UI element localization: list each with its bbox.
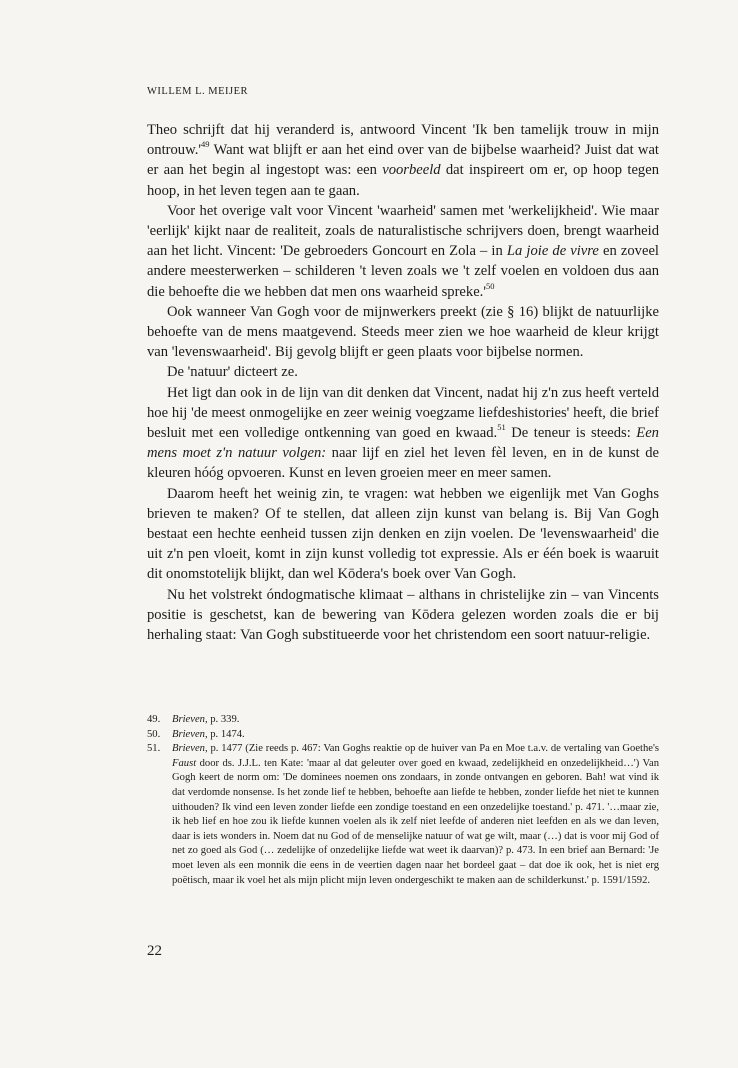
text-run: Daarom heeft het weinig zin, te vragen: wat hebben we eigenlijk met Van Goghs brieven te maken? Of te stellen, dat alleen zijn kunst van belang is. Bij Van Gogh bestaat een hechte eenheid tussen zijn denken en zijn voelen. De 'levenswaarheid' die uit z'n pen vloeit, komt in zijn kunst volledig tot expressie. Als er één boek is waaruit dit onomstotelijk blijkt, dan wel Kōdera's boek over Van Gogh. — [147, 485, 659, 583]
italic-text: Brieven — [172, 728, 205, 740]
italic-text: Faust — [172, 757, 197, 769]
footnote-number: 49. — [147, 714, 161, 725]
text-run: Ook wanneer Van Gogh voor de mijnwerkers preekt (zie § 16) blijkt de natuurlijke behoefte van de mens maatgevend. Steeds meer zien we hoe waarheid de kleur krijgt van 'levenswaarheid'. Bij gevolg blijft er geen plaats voor bijbelse normen. — [147, 303, 659, 361]
text-run: Nu het volstrekt óndogmatische klimaat – althans in christelijke zin – van Vincents positie is geschetst, kan de bewering van Kōdera gelezen worden zoals die er bij herhaling staat: Van Gogh substitueerde voor het christendom een soort natuur-religie. — [147, 586, 659, 644]
body-text — [147, 120, 659, 645]
text-run: Theo schrijft dat hij veranderd is, antwoord Vincent 'Ik ben tamelijk trouw in mijn ontrouw.' — [147, 122, 659, 159]
text-run: De 'natuur' dicteert ze. — [167, 364, 298, 381]
footnote-49 — [147, 713, 659, 728]
paragraph-p1 — [147, 120, 659, 201]
footnote-50 — [147, 728, 659, 743]
italic-text: La joie de vivre — [506, 243, 599, 260]
text-run: De teneur is steeds: — [505, 425, 637, 442]
text-run: , p. 1477 (Zie reeds p. 467: Van Goghs reaktie op de huiver van Pa en Moe t.a.v. de vertaling van Goethe's — [204, 743, 659, 755]
text-run: door ds. J.J.L. ten Kate: 'maar al dat geleuter over goed en kwaad, zedelijkheid en onzedelijkheid…') Van Gogh keert de norm om: 'De dominees noemen ons zondaars, in zonde ontvangen en geboren. Bah! wat vind ik dat verdomde nonsense. Is het zonde lief te hebben, behoefte aan liefde te hebben, zonder liefde het niet te kunnen uithouden? Ik vind een leven zonder liefde een zondige toestand en een onzedelijke toestand.' p. 471. '…maar zie, ik heb lief en hoe zou ik liefde kunnen voelen als ik zelf niet leefde of anderen niet leefden en als we dan leven, daar is iets wonders in. Noem dat nu God of de menselijke natuur of wat ge wilt, maar (…) dat is voor mij God of net zo goed als God (… zedelijke of onzedelijke liefde wat weet ik daarvan)? p. 473. In een brief aan Bernard: 'Je moet leven als een monnik die eens in de veertien dagen naar het bordeel gaat – dat doe ik ook, het is niet erg poëtisch, maar ik voel het als mijn plicht mijn leven ondergeschikt te maken aan de schilderkunst.' p. 1591/1592. — [172, 757, 659, 886]
footnote-number: 50. — [147, 728, 161, 740]
page-number: 22 — [147, 943, 162, 959]
text-run: , p. 1474. — [204, 728, 245, 740]
text-run: Want wat blijft er aan het eind over van de bijbelse waarheid? Juist dat wat er aan het begin al ingestopt was: een — [147, 142, 659, 179]
paragraph-p6 — [147, 484, 659, 585]
text-run: , p. 339. — [204, 714, 240, 725]
text-run: Voor het overige valt voor Vincent 'waarheid' samen met 'werkelijkheid'. Wie maar 'eerlijk' kijkt naar de realiteit, zoals de naturalistische schrijvers doen, brengt waarheid aan het licht. Vincent: 'De gebroeders Goncourt en Zola – in — [147, 202, 659, 260]
running-head: WILLEM L. MEIJER — [147, 86, 249, 97]
footnote-reference: 49 — [200, 139, 210, 150]
footnote-reference: 50 — [485, 280, 495, 291]
text-run: en zoveel andere meesterwerken – schilderen 't leven zoals we 't zelf voelen en voldoen dus aan die behoefte die we hebben dat men ons waarheid spreke.' — [147, 243, 659, 300]
footnote-51 — [147, 742, 659, 888]
italic-text: Brieven — [172, 714, 205, 725]
paragraph-p2 — [147, 201, 659, 302]
paragraph-p7 — [147, 585, 659, 646]
text-run: Het ligt dan ook in de lijn van dit denken dat Vincent, nadat hij z'n zus heeft verteld hoe hij 'de meest onmogelijke en zeer weinig voegzame liefdeshistories' heeft, die brief besluit met een volledige ontkenning van goed en kwaad. — [147, 384, 659, 442]
footnotes — [147, 713, 659, 888]
italic-text: Brieven — [172, 743, 205, 755]
paragraph-p3 — [147, 302, 659, 363]
italic-text: voorbeeld — [382, 162, 441, 179]
text-run: naar lijf en ziel het leven fèl leven, en in de kunst de kleuren hóóg opvoeren. Kunst en leven groeien meer en meer samen. — [147, 445, 660, 482]
italic-text: Een mens moet z'n natuur volgen: — [147, 425, 659, 462]
footnote-reference: 51 — [497, 422, 506, 433]
footnote-number: 51. — [147, 743, 161, 755]
text-run: dat inspireert om er, op hoop tegen hoop, in het leven tegen aan te gaan. — [147, 162, 659, 199]
paragraph-p4 — [147, 362, 659, 382]
paragraph-p5 — [147, 383, 659, 484]
